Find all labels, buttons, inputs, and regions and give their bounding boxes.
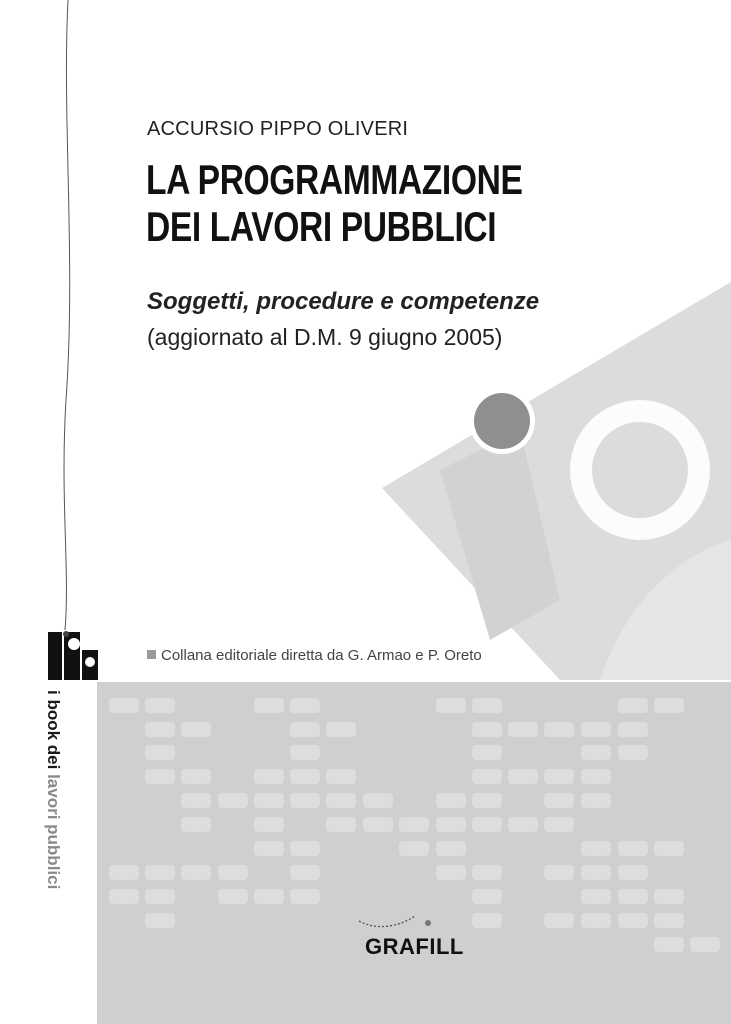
series-note-text: Collana editoriale diretta da G. Armao e P. Oreto bbox=[161, 647, 482, 664]
title-line-2: DEI LAVORI PUBBLICI bbox=[146, 203, 497, 250]
square-bullet-icon bbox=[147, 650, 156, 659]
book-title bbox=[146, 156, 522, 250]
spine-part-3: lavori pubblici bbox=[44, 774, 63, 890]
publisher-logo: GRAFILL bbox=[365, 934, 464, 959]
author-name: ACCURSIO PIPPO OLIVERI bbox=[147, 118, 409, 140]
bottom-panel bbox=[97, 682, 731, 1024]
ibp-logo-icon bbox=[48, 630, 98, 682]
series-spine-title bbox=[41, 690, 63, 950]
update-note: (aggiornato al D.M. 9 giugno 2005) bbox=[147, 324, 503, 350]
pattern-blocks bbox=[97, 682, 731, 1024]
series-note bbox=[147, 647, 482, 664]
spine-part-1: i book bbox=[44, 690, 63, 745]
title-line-1: LA PROGRAMMAZIONE bbox=[146, 156, 523, 203]
spine-part-2: dei bbox=[44, 744, 63, 775]
bookmark-string bbox=[40, 0, 120, 640]
subtitle: Soggetti, procedure e competenze bbox=[147, 288, 540, 315]
